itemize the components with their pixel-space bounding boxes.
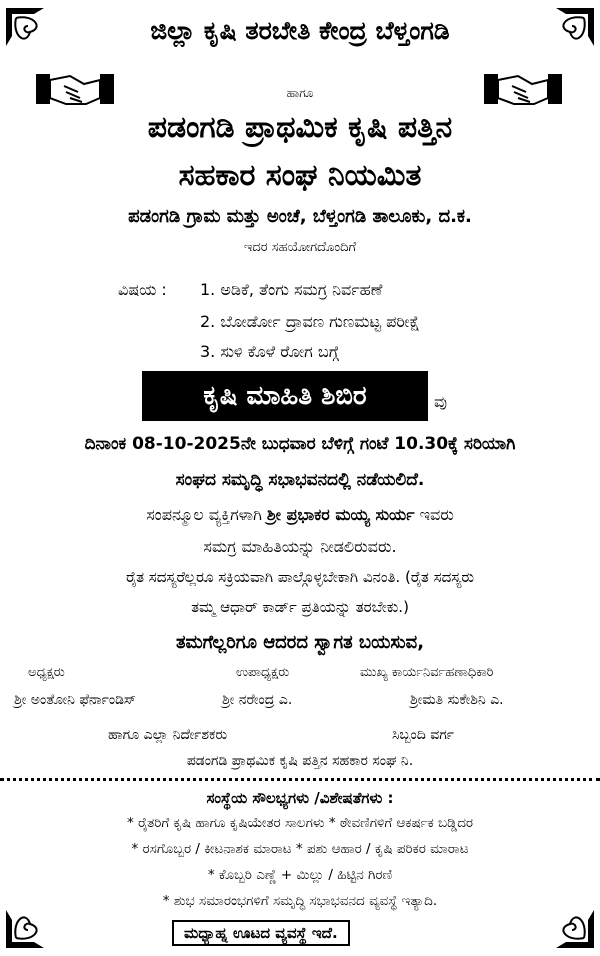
society-title-line2: ಸಹಕಾರ ಸಂಘ ನಿಯಮಿತ: [178, 158, 422, 193]
lunch-notice: ಮಧ್ಯಾಹ್ನ ಊಟದ ವ್ಯವಸ್ಥೆ ಇದೆ.: [172, 920, 350, 946]
date-time-line: ದಿನಾಂಕ 08-10-2025ನೇ ಬುಧವಾರ ಬೆಳಿಗ್ಗೆ ಗಂಟೆ 10.30ಕ್ಕೆ ಸರಿಯಾಗಿ: [84, 434, 516, 454]
official-name: ಶ್ರೀಮತಿ ಸುಕೇಶಿನಿ ಎ.: [410, 692, 504, 708]
resource-line2: ಸಮಗ್ರ ಮಾಹಿತಿಯನ್ನು ನೀಡಲಿರುವರು.: [203, 537, 397, 556]
dotted-separator: [0, 778, 600, 781]
society-address: ಪಡಂಗಡಿ ಗ್ರಾಮ ಮತ್ತು ಅಂಚೆ, ಬೆಳ್ತಂಗಡಿ ತಾಲೂಕು, ದ.ಕ.: [128, 206, 472, 227]
topic-item: 3. ಸುಳಿ ಕೊಳೆ ರೋಗ ಬಗ್ಗೆ: [200, 342, 339, 361]
society-title-line1: ಪಡಂಗಡಿ ಪ್ರಾಥಮಿಕ ಕೃಷಿ ಪತ್ತಿನ: [147, 110, 453, 145]
directors-text: ಹಾಗೂ ಎಲ್ಲಾ ನಿರ್ದೇಶಕರು: [108, 727, 228, 743]
request-line2: ತಮ್ಮ ಆಧಾರ್ ಕಾರ್ಡ್ ಪ್ರತಿಯನ್ನು ತರಬೇಕು.): [191, 598, 409, 616]
official-name: ಶ್ರೀ ಅಂತೋನಿ ಫೆರ್ನಾಂಡಿಸ್: [14, 692, 136, 708]
resource-person-name: ಶ್ರೀ ಪ್ರಭಾಕರ ಮಯ್ಯ ಸುರ್ಯ: [266, 505, 415, 524]
request-line1: ರೈತ ಸದಸ್ಯರೆಲ್ಲರೂ ಸಕ್ರಿಯವಾಗಿ ಪಾಲ್ಗೊಳ್ಳಬೇಕಾಗಿ ವಿನಂತಿ. (ರೈತ ಸದಸ್ಯರು: [125, 568, 475, 586]
resource-post-text: ಇವರು: [414, 505, 454, 524]
official-role: ಉಪಾಧ್ಯಕ್ಷರು: [236, 665, 290, 680]
resource-pre-text: ಸಂಪನ್ಮೂಲ ವ್ಯಕ್ತಿಗಳಾಗಿ: [146, 505, 267, 524]
feature-item: * ರೈತರಿಗೆ ಕೃಷಿ ಹಾಗೂ ಕೃಷಿಯೇತರ ಸಾಲಗಳು * ಠೇವಣಿಗಳಿಗೆ ಆಕರ್ಷಕ ಬಡ್ಡಿದರ: [126, 815, 474, 831]
official-role: ಮುಖ್ಯ ಕಾರ್ಯನಿರ್ವಹಣಾಧಿಕಾರಿ: [360, 665, 494, 680]
venue-line: ಸಂಘದ ಸಮೃದ್ಧಿ ಸಭಾಭವನದಲ್ಲಿ ನಡೆಯಲಿದೆ.: [175, 470, 425, 490]
topics-label: ವಿಷಯ :: [118, 280, 167, 299]
features-heading: ಸಂಸ್ಥೆಯ ಸೌಲಭ್ಯಗಳು /ವಿಶೇಷತೆಗಳು :: [206, 789, 394, 807]
welcome-line: ತಮಗೆಲ್ಲರಿಗೂ ಆದರದ ಸ್ವಾಗತ ಬಯಸುವ,: [175, 632, 425, 653]
resource-person-line: [0, 505, 600, 525]
official-name: ಶ್ರೀ ನರೇಂದ್ರ ಎ.: [222, 692, 293, 708]
official-role: ಅಧ್ಯಕ್ಷರು: [28, 665, 65, 680]
feature-item: * ರಸಗೊಬ್ಬರ / ಕೀಟನಾಶಕ ಮಾರಾಟ * ಪಶು ಆಹಾರ / ಕೃಷಿ ಪರಿಕರ ಮಾರಾಟ: [131, 841, 469, 857]
topic-item: 1. ಅಡಿಕೆ, ತೆಂಗು ಸಮಗ್ರ ನಿರ್ವಹಣೆ: [200, 280, 383, 299]
feature-item: * ಶುಭ ಸಮಾರಂಭಗಳಿಗೆ ಸಮೃದ್ಧಿ ಸಭಾಭವನದ ವ್ಯವಸ್ಥೆ ಇತ್ಯಾದಿ.: [162, 893, 438, 909]
staff-text: ಸಿಬ್ಬಂದಿ ವರ್ಗ: [392, 727, 455, 743]
feature-item: * ಕೊಬ್ಬರಿ ಎಣ್ಣೆ + ಮಿಲ್ಲು / ಹಿಟ್ಟಿನ ಗಿರಣಿ: [207, 867, 393, 883]
society-sign-text: ಪಡಂಗಡಿ ಪ್ರಾಥಮಿಕ ಕೃಷಿ ಪತ್ತಿನ ಸಹಕಾರ ಸಂಘ ನಿ.: [186, 753, 414, 769]
and-text: ಹಾಗೂ: [286, 86, 314, 100]
organizer-title: ಜಿಲ್ಲಾ ಕೃಷಿ ತರಬೇತಿ ಕೇಂದ್ರ ಬೆಳ್ತಂಗಡಿ: [150, 16, 450, 45]
banner-suffix: ವು: [434, 392, 448, 411]
topic-item: 2. ಬೋರ್ಡೋ ದ್ರಾವಣ ಗುಣಮಟ್ಟ ಪರೀಕ್ಷೆ: [200, 312, 420, 331]
event-title-banner: ಕೃಷಿ ಮಾಹಿತಿ ಶಿಬಿರ: [142, 371, 428, 421]
collaboration-text: ಇದರ ಸಹಯೋಗದೊಂದಿಗೆ: [243, 240, 357, 255]
